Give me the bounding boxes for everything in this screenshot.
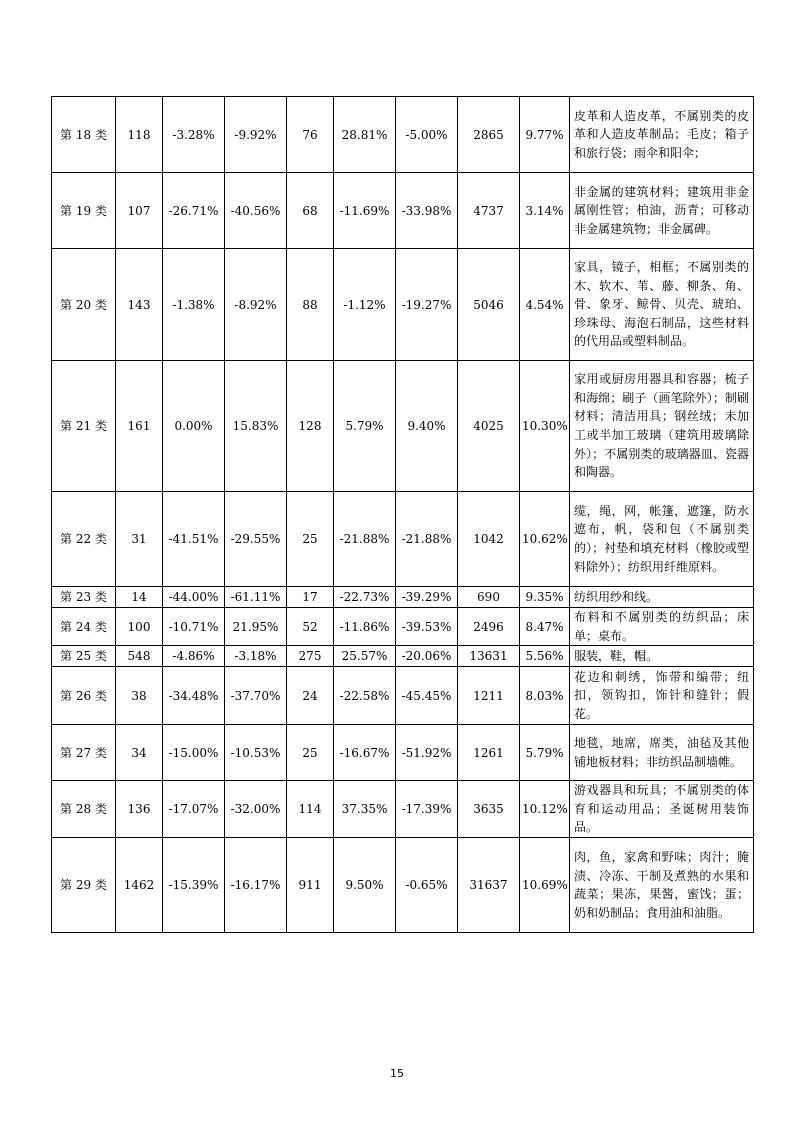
change-cell-4: -51.92% [396, 725, 458, 781]
ratio-cell: 9.35% [520, 587, 570, 608]
description-cell: 游戏器具和玩具；不属别类的体育和运动用品；圣诞树用装饰品。 [570, 781, 754, 838]
count-cell: 1462 [116, 838, 163, 933]
total-cell: 2496 [458, 608, 520, 646]
class-cell: 第 20 类 [52, 249, 116, 361]
change-cell-3: 25.57% [334, 646, 396, 667]
change-cell-3: -11.69% [334, 173, 396, 249]
change-cell-2: -37.70% [225, 667, 287, 725]
change-cell-4: -39.29% [396, 587, 458, 608]
description-cell: 家具，镜子，相框；不属别类的木、软木、苇、藤、柳条、角、骨、象牙、鲸骨、贝壳、琥珀、珍珠母、海泡石制品，这些材料的代用品或塑料制品。 [570, 249, 754, 361]
ratio-cell: 8.03% [520, 667, 570, 725]
class-cell: 第 23 类 [52, 587, 116, 608]
description-cell: 花边和刺绣，饰带和编带；纽扣，领钩扣，饰针和缝针；假花。 [570, 667, 754, 725]
table-row [52, 173, 754, 249]
trademark-class-table [51, 96, 754, 933]
ratio-cell: 5.79% [520, 725, 570, 781]
change-cell-3: 9.50% [334, 838, 396, 933]
class-cell: 第 22 类 [52, 492, 116, 587]
ratio-cell: 5.56% [520, 646, 570, 667]
count-cell-2: 76 [287, 97, 334, 173]
count-cell-2: 128 [287, 361, 334, 492]
total-cell: 4025 [458, 361, 520, 492]
change-cell-3: -21.88% [334, 492, 396, 587]
count-cell: 548 [116, 646, 163, 667]
table-row [52, 608, 754, 646]
class-cell: 第 24 类 [52, 608, 116, 646]
change-cell-2: 21.95% [225, 608, 287, 646]
change-cell-1: -26.71% [163, 173, 225, 249]
change-cell-4: -0.65% [396, 838, 458, 933]
page-number: 15 [390, 1067, 404, 1080]
change-cell-2: -29.55% [225, 492, 287, 587]
change-cell-4: -17.39% [396, 781, 458, 838]
change-cell-3: 28.81% [334, 97, 396, 173]
count-cell: 34 [116, 725, 163, 781]
ratio-cell: 10.62% [520, 492, 570, 587]
class-cell: 第 21 类 [52, 361, 116, 492]
change-cell-2: -9.92% [225, 97, 287, 173]
change-cell-1: -4.86% [163, 646, 225, 667]
change-cell-4: 9.40% [396, 361, 458, 492]
table-row [52, 97, 754, 173]
total-cell: 1042 [458, 492, 520, 587]
description-cell: 皮革和人造皮革，不属别类的皮革和人造皮革制品；毛皮；箱子和旅行袋；雨伞和阳伞； [570, 97, 754, 173]
class-cell: 第 29 类 [52, 838, 116, 933]
count-cell-2: 52 [287, 608, 334, 646]
ratio-cell: 10.12% [520, 781, 570, 838]
description-cell: 非金属的建筑材料；建筑用非金属刚性管；柏油，沥青；可移动非金属建筑物；非金属碑。 [570, 173, 754, 249]
ratio-cell: 4.54% [520, 249, 570, 361]
change-cell-1: -10.71% [163, 608, 225, 646]
change-cell-3: 37.35% [334, 781, 396, 838]
change-cell-2: 15.83% [225, 361, 287, 492]
change-cell-1: 0.00% [163, 361, 225, 492]
description-cell: 布料和不属别类的纺织品；床单；桌布。 [570, 608, 754, 646]
class-cell: 第 28 类 [52, 781, 116, 838]
count-cell-2: 24 [287, 667, 334, 725]
change-cell-4: -20.06% [396, 646, 458, 667]
change-cell-4: -21.88% [396, 492, 458, 587]
count-cell-2: 911 [287, 838, 334, 933]
count-cell-2: 17 [287, 587, 334, 608]
count-cell-2: 114 [287, 781, 334, 838]
change-cell-2: -32.00% [225, 781, 287, 838]
change-cell-2: -8.92% [225, 249, 287, 361]
change-cell-3: -22.73% [334, 587, 396, 608]
count-cell: 136 [116, 781, 163, 838]
table-body [52, 97, 754, 933]
class-cell: 第 26 类 [52, 667, 116, 725]
table-row [52, 249, 754, 361]
change-cell-4: -45.45% [396, 667, 458, 725]
description-cell: 家用或厨房用器具和容器；梳子和海绵；刷子（画笔除外）；制刷材料；清洁用具；钢丝绒；未加工或半加工玻璃（建筑用玻璃除外）；不属别类的玻璃器皿、瓷器和陶器。 [570, 361, 754, 492]
count-cell-2: 68 [287, 173, 334, 249]
ratio-cell: 8.47% [520, 608, 570, 646]
total-cell: 13631 [458, 646, 520, 667]
count-cell-2: 88 [287, 249, 334, 361]
change-cell-1: -3.28% [163, 97, 225, 173]
description-cell: 服装，鞋，帽。 [570, 646, 754, 667]
total-cell: 31637 [458, 838, 520, 933]
table-row [52, 646, 754, 667]
change-cell-3: -16.67% [334, 725, 396, 781]
ratio-cell: 10.69% [520, 838, 570, 933]
count-cell: 161 [116, 361, 163, 492]
change-cell-2: -61.11% [225, 587, 287, 608]
description-cell: 纺织用纱和线。 [570, 587, 754, 608]
ratio-cell: 9.77% [520, 97, 570, 173]
class-cell: 第 19 类 [52, 173, 116, 249]
count-cell-2: 25 [287, 492, 334, 587]
total-cell: 5046 [458, 249, 520, 361]
count-cell: 38 [116, 667, 163, 725]
table-row [52, 725, 754, 781]
table-row [52, 838, 754, 933]
count-cell-2: 275 [287, 646, 334, 667]
count-cell: 31 [116, 492, 163, 587]
ratio-cell: 3.14% [520, 173, 570, 249]
change-cell-1: -44.00% [163, 587, 225, 608]
change-cell-1: -17.07% [163, 781, 225, 838]
description-cell: 肉，鱼，家禽和野味；肉汁；腌渍、冷冻、干制及煮熟的水果和蔬菜；果冻，果酱，蜜饯；蛋；奶和奶制品；食用油和油脂。 [570, 838, 754, 933]
change-cell-3: 5.79% [334, 361, 396, 492]
count-cell: 143 [116, 249, 163, 361]
class-cell: 第 18 类 [52, 97, 116, 173]
change-cell-2: -40.56% [225, 173, 287, 249]
ratio-cell: 10.30% [520, 361, 570, 492]
change-cell-3: -22.58% [334, 667, 396, 725]
table-row [52, 492, 754, 587]
count-cell: 107 [116, 173, 163, 249]
change-cell-1: -41.51% [163, 492, 225, 587]
change-cell-4: -33.98% [396, 173, 458, 249]
change-cell-2: -3.18% [225, 646, 287, 667]
description-cell: 地毯，地席，席类，油毡及其他铺地板材料；非纺织品制墙帷。 [570, 725, 754, 781]
table-row [52, 361, 754, 492]
change-cell-3: -1.12% [334, 249, 396, 361]
change-cell-4: -39.53% [396, 608, 458, 646]
change-cell-1: -34.48% [163, 667, 225, 725]
count-cell: 14 [116, 587, 163, 608]
count-cell-2: 25 [287, 725, 334, 781]
total-cell: 2865 [458, 97, 520, 173]
change-cell-1: -1.38% [163, 249, 225, 361]
count-cell: 100 [116, 608, 163, 646]
total-cell: 1261 [458, 725, 520, 781]
total-cell: 690 [458, 587, 520, 608]
table-row [52, 587, 754, 608]
table-row [52, 667, 754, 725]
change-cell-4: -5.00% [396, 97, 458, 173]
class-cell: 第 27 类 [52, 725, 116, 781]
total-cell: 3635 [458, 781, 520, 838]
class-cell: 第 25 类 [52, 646, 116, 667]
change-cell-2: -10.53% [225, 725, 287, 781]
description-cell: 缆，绳，网，帐篷，遮篷，防水遮布，帆，袋和包（不属别类的）；衬垫和填充材料（橡胶或塑料除外）；纺织用纤维原料。 [570, 492, 754, 587]
change-cell-3: -11.86% [334, 608, 396, 646]
change-cell-4: -19.27% [396, 249, 458, 361]
change-cell-1: -15.00% [163, 725, 225, 781]
change-cell-1: -15.39% [163, 838, 225, 933]
change-cell-2: -16.17% [225, 838, 287, 933]
total-cell: 1211 [458, 667, 520, 725]
count-cell: 118 [116, 97, 163, 173]
table-row [52, 781, 754, 838]
total-cell: 4737 [458, 173, 520, 249]
